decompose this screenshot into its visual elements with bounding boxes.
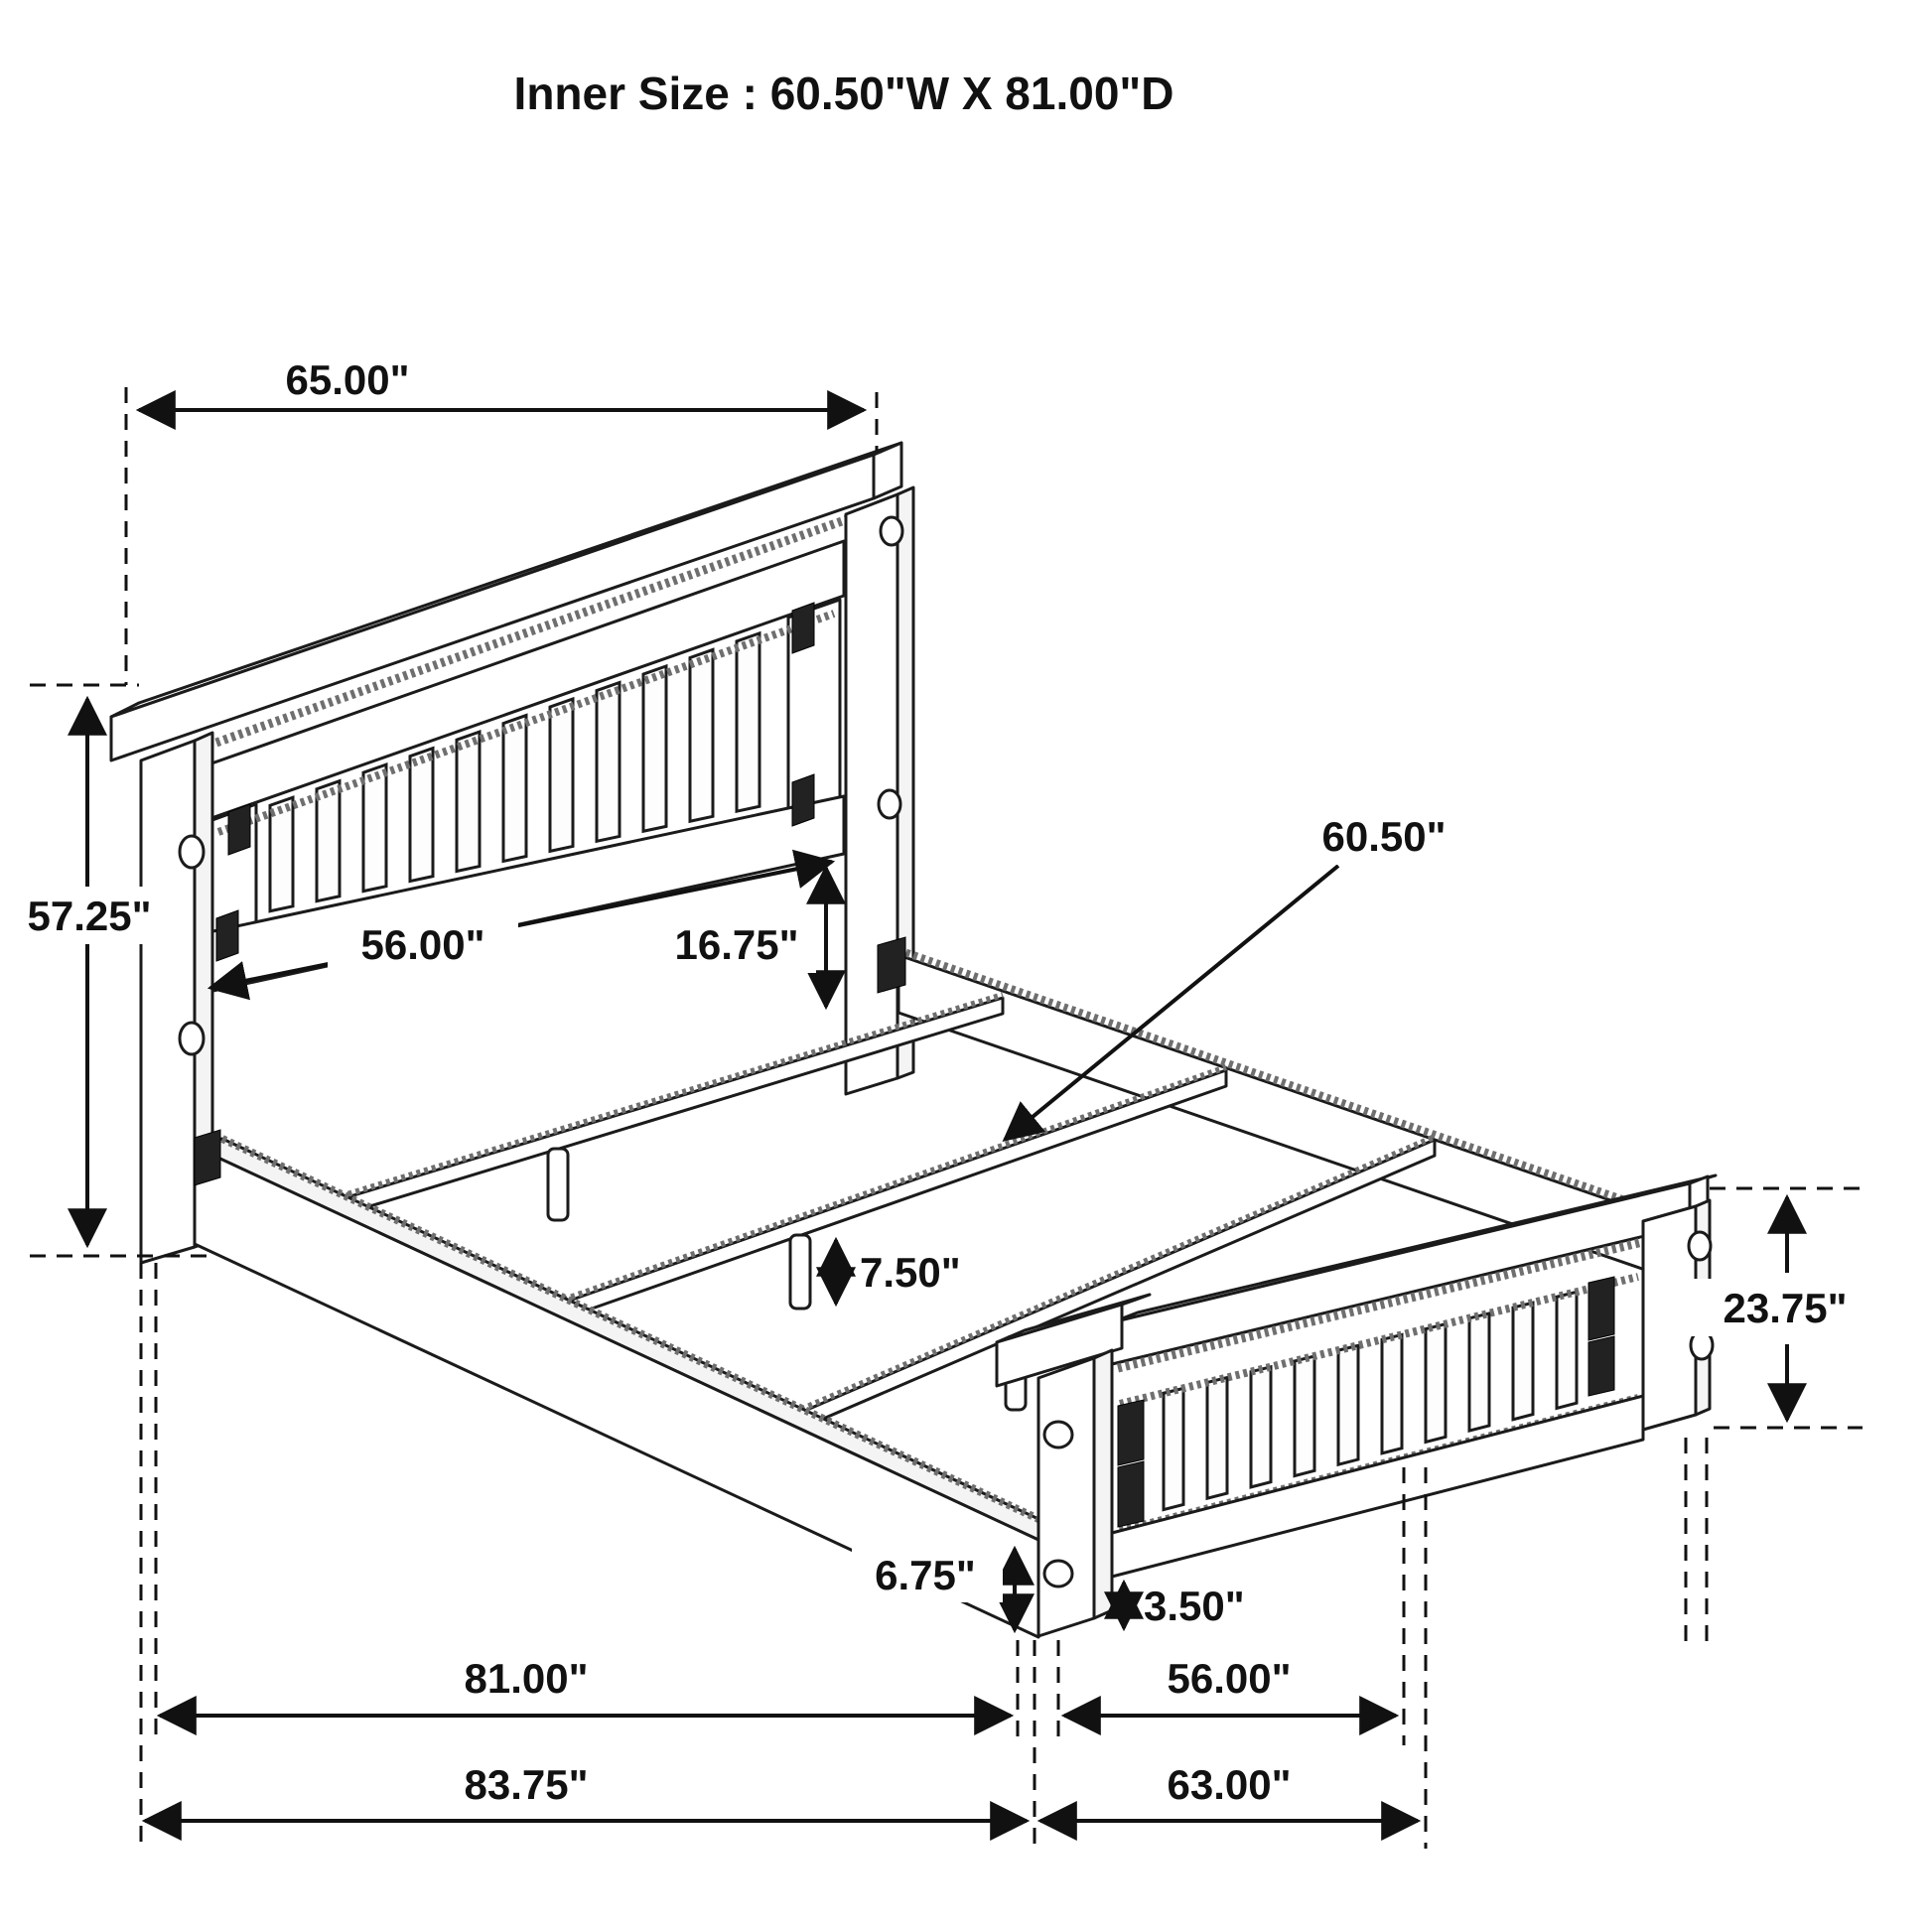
panel-slat [1469, 1313, 1489, 1431]
footboard [997, 1175, 1716, 1636]
post-knob [879, 790, 900, 818]
dim-slat-width-label: 60.50" [1321, 813, 1447, 860]
post-knob [180, 836, 204, 868]
panel-slat [1426, 1324, 1446, 1443]
dim-footboard-leg-label: 6.75" [875, 1552, 976, 1598]
post-knob [881, 517, 902, 545]
panel-slat [503, 716, 526, 862]
dim-headboard-width-label: 65.00" [285, 356, 410, 403]
panel-slat [643, 666, 666, 831]
panel-clip [1118, 1461, 1144, 1527]
dimension-arrows [87, 410, 1787, 1821]
rail-bracket [195, 1130, 220, 1185]
dim-footboard-panel-label: 56.00" [1167, 1655, 1292, 1702]
slat-leg [790, 1235, 810, 1309]
panel-slat [410, 749, 433, 882]
panel-slat [690, 649, 713, 821]
left-post [141, 741, 195, 1263]
footboard-right-post [1643, 1206, 1696, 1430]
leg-knob [1044, 1561, 1072, 1587]
panel-slat [1207, 1378, 1227, 1499]
footboard-front-leg [1038, 1358, 1094, 1636]
extension-lines [30, 387, 1863, 1849]
panel-clip [216, 910, 238, 961]
dim-footboard-width-label: 63.00" [1167, 1761, 1292, 1808]
panel-slat [737, 633, 759, 811]
panel-clip [1118, 1400, 1144, 1465]
footboard-front-leg-side [1094, 1350, 1112, 1618]
panel-slat [457, 732, 480, 871]
page-title: Inner Size : 60.50"W X 81.00"D [513, 68, 1174, 119]
panel-clip [792, 603, 814, 653]
panel-slat [1295, 1356, 1314, 1476]
rail-bracket [878, 937, 905, 993]
left-side-rail-top [195, 1139, 1066, 1540]
panel-slat [597, 682, 620, 841]
dim-footboard-rail-label: 3.50" [1144, 1583, 1245, 1629]
panel-slat [1338, 1345, 1358, 1464]
footboard-bottom-rail [1112, 1396, 1643, 1577]
panel-clip [1588, 1277, 1614, 1340]
dim-headboard-height-label: 57.25" [27, 893, 152, 939]
dim-post-to-rail-label: 16.75" [674, 921, 799, 968]
panel-slat [1557, 1292, 1577, 1408]
panel-clip [1588, 1336, 1614, 1396]
dimension-labels [8, 356, 1884, 1808]
panel-slat [1251, 1367, 1271, 1487]
post-knob [1689, 1232, 1711, 1260]
dim-panel-width-label: 56.00" [360, 921, 485, 968]
dim-rail-length-label: 81.00" [464, 1655, 589, 1702]
panel-slat [1164, 1388, 1183, 1509]
leg-knob [1044, 1422, 1072, 1448]
panel-slat [1513, 1303, 1533, 1420]
panel-slat [550, 699, 573, 851]
panel-clip [792, 774, 814, 826]
right-rail-hatch [898, 950, 1648, 1208]
slat-leg [548, 1149, 568, 1220]
dim-overall-depth-label: 83.75" [464, 1761, 589, 1808]
dim-footboard-height-label: 23.75" [1723, 1285, 1848, 1331]
post-knob [180, 1023, 204, 1054]
panel-slat [363, 764, 386, 891]
dim-slat-leg-label: 7.50" [860, 1249, 961, 1296]
panel-slat [1382, 1334, 1402, 1452]
panel-clip [228, 804, 250, 855]
